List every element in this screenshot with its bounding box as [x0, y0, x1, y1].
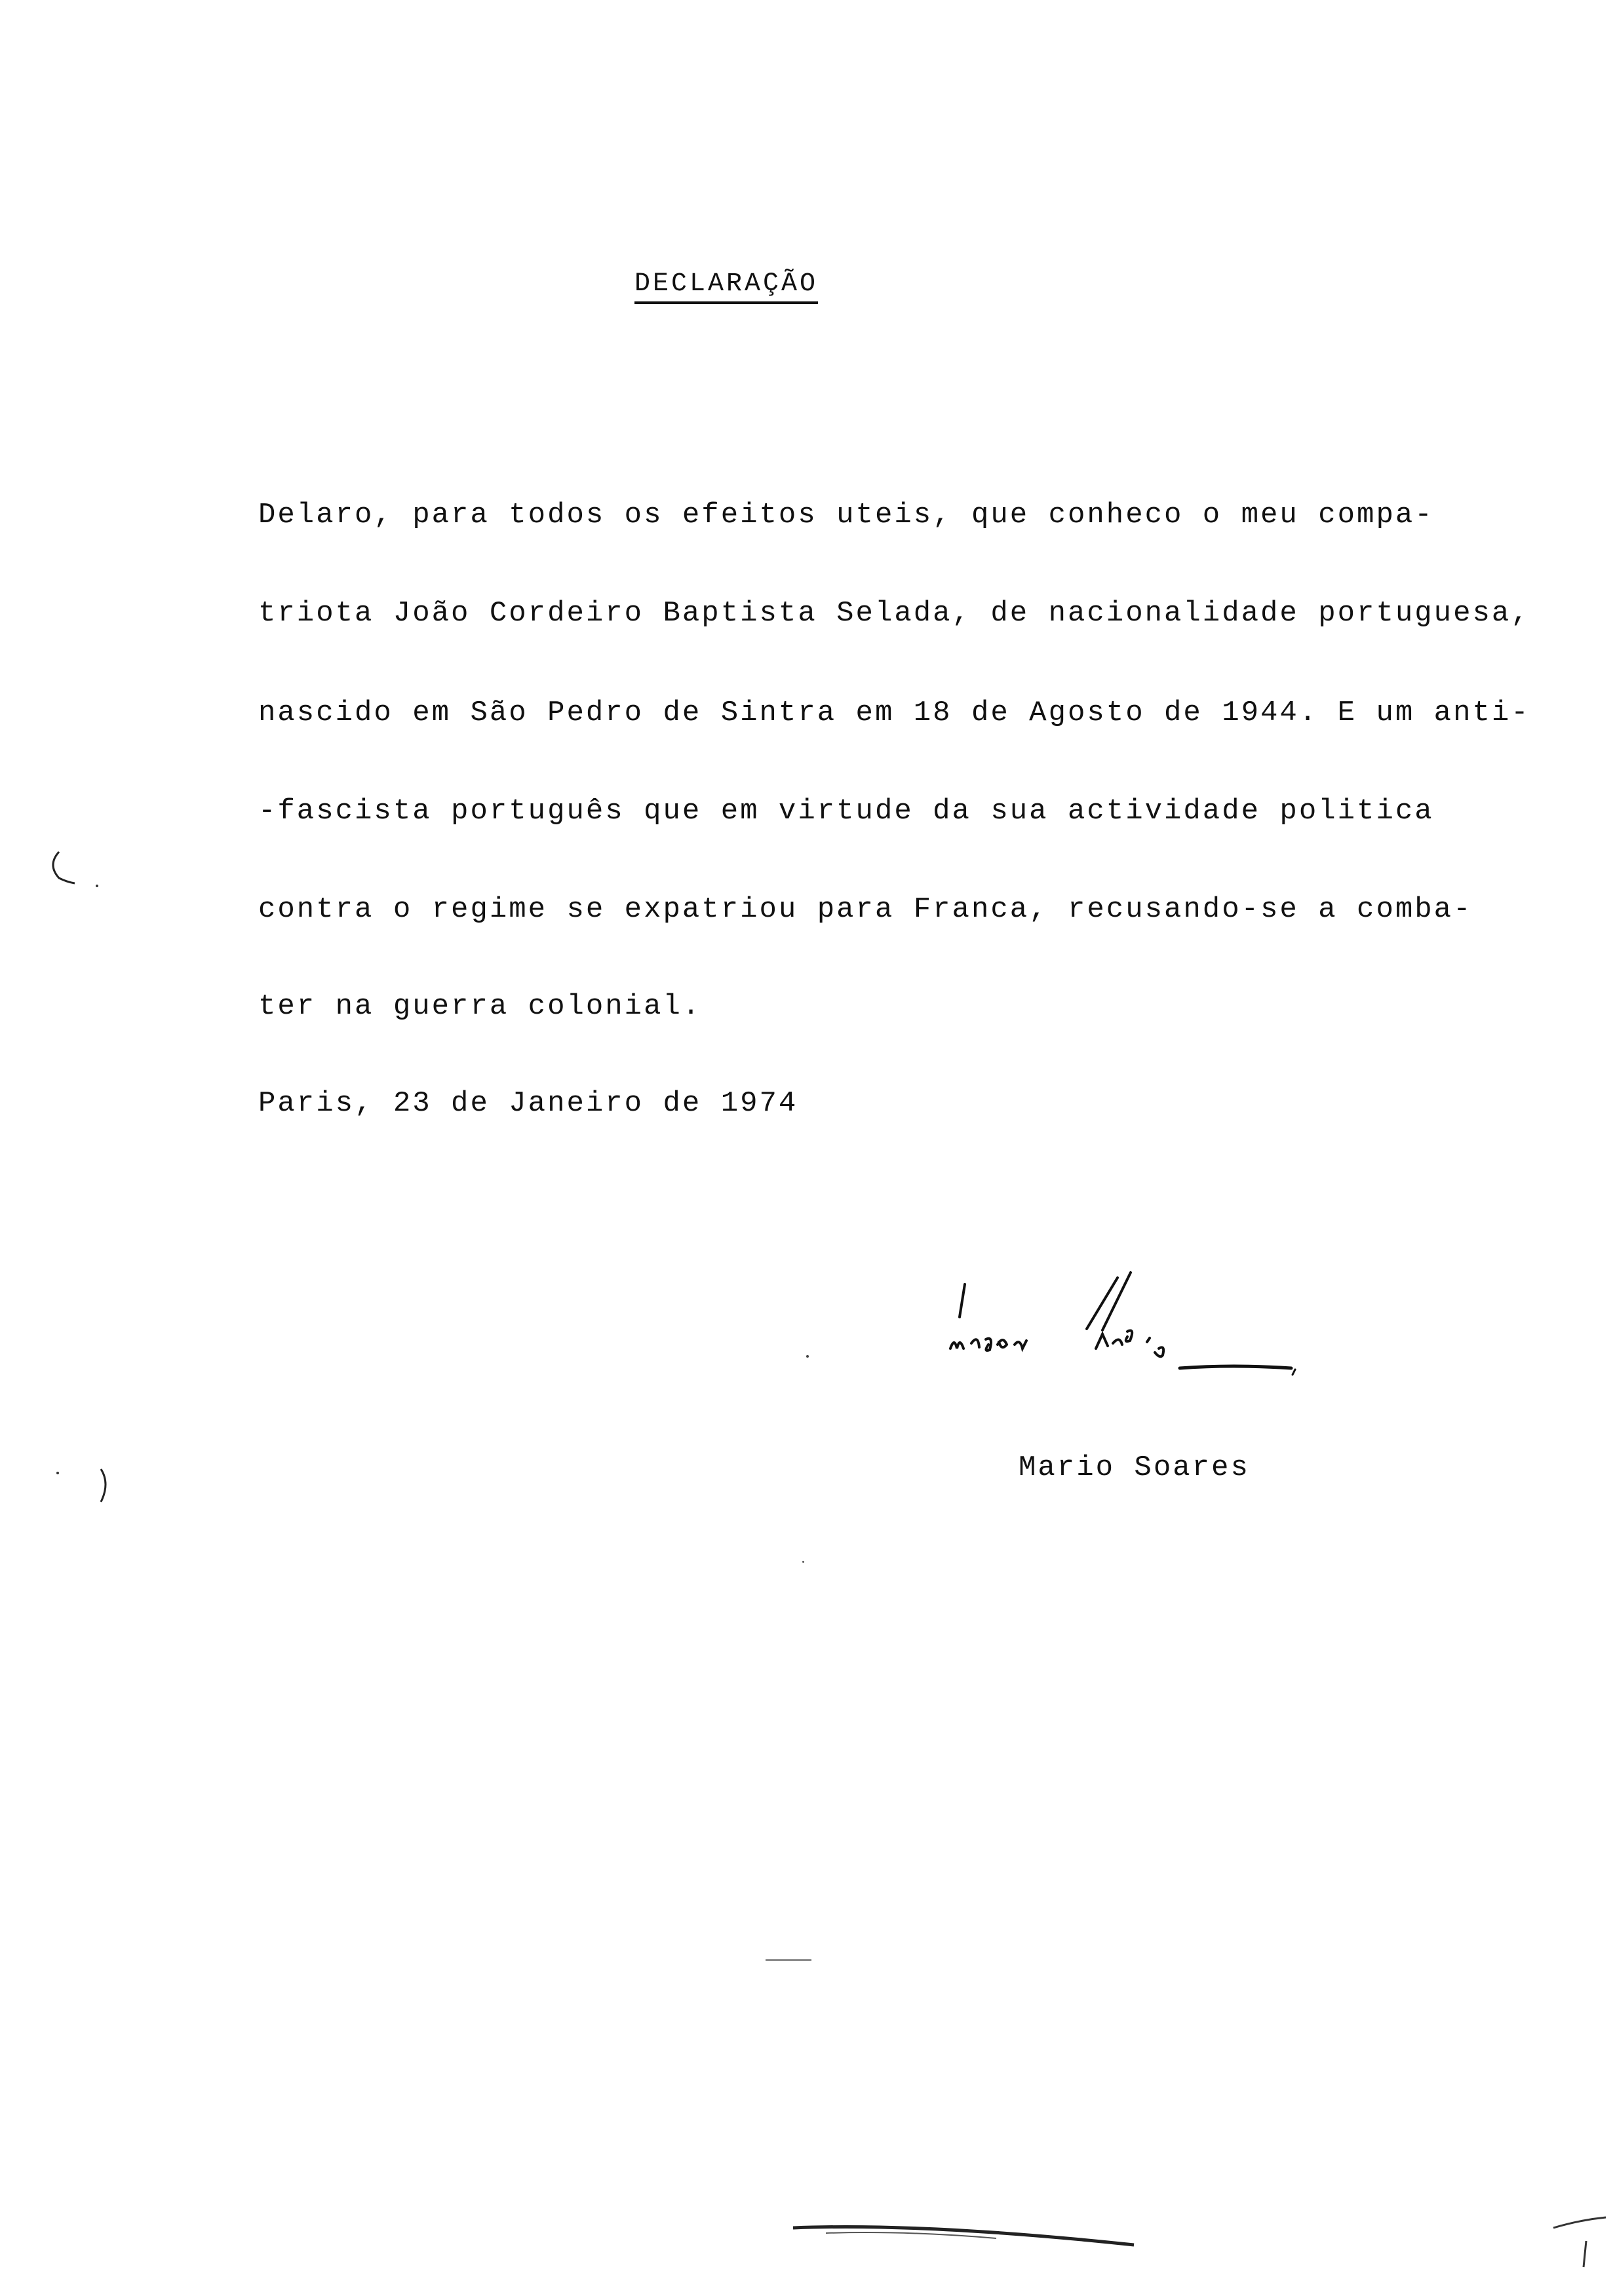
body-line-6: ter na guerra colonial. [258, 990, 702, 1023]
body-line-3: nascido em São Pedro de Sintra em 18 de Agosto de 1944. E um anti- [258, 697, 1530, 729]
body-line-4: -fascista português que em virtude da sua actividade politica [258, 795, 1434, 828]
scan-speck [802, 1561, 804, 1563]
body-line-2: triota João Cordeiro Baptista Selada, de nacionalidade portuguesa, [258, 597, 1530, 630]
scan-mark [1547, 2202, 1612, 2274]
place-and-date: Paris, 23 de Janeiro de 1974 [258, 1087, 798, 1120]
handwritten-signature [931, 1271, 1350, 1435]
body-line-1: Delaro, para todos os efeitos uteis, que conheco o meu compa- [258, 499, 1434, 531]
body-line-5: contra o regime se expatriou para Franca, recusando-se a comba- [258, 893, 1473, 926]
signer-name: Mario Soares [1019, 1451, 1250, 1484]
scan-mark [46, 1461, 125, 1520]
scan-mark [787, 2215, 1193, 2254]
document-title: DECLARAÇÃO [634, 269, 818, 304]
scan-speck [806, 1355, 809, 1358]
scan-mark [39, 845, 118, 898]
scan-speck [766, 1959, 811, 1961]
